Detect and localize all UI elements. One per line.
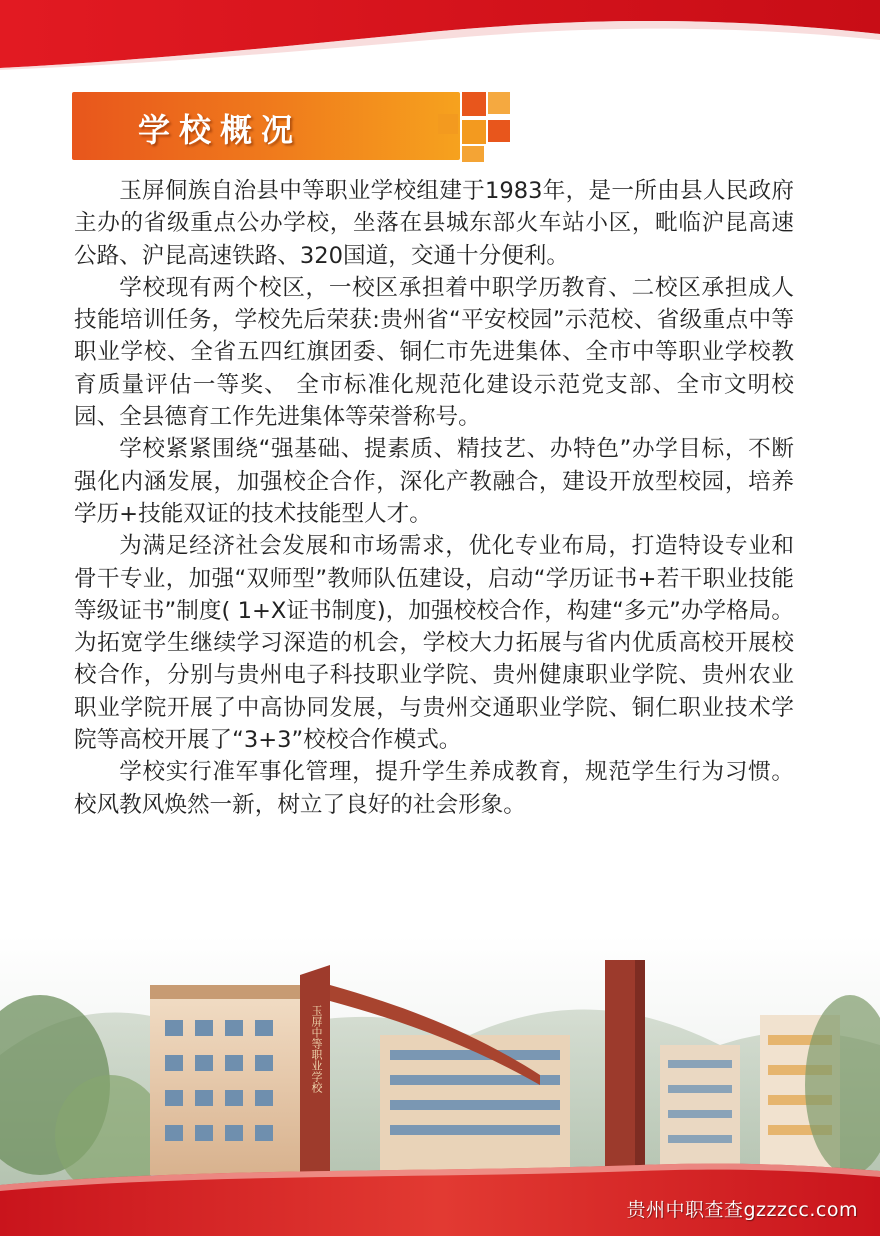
paragraph: 为满足经济社会发展和市场需求，优化专业布局，打造特设专业和骨干专业，加强“双师型”教师队伍建设，启动“学历证书+若干职业技能等级证书”制度( 1+X证书制度)，加强校校合作，构建“多元”办学格局。为拓宽学生继续学习深造的机会，学校大力拓展与省内优质高校开展校校合作，分别与贵州电子科技职业学院、贵州健康职业学院、贵州农业职业学院开展了中高协同发展，与贵州交通职业学院、铜仁职业技术学院等高校开展了“3+3”校校合作模式。 [74,533,794,754]
intro-body [74,175,794,821]
paragraph: 学校紧紧围绕“强基础、提素质、精技艺、办特色”办学目标，不断强化内涵发展，加强校企合作，深化产教融合，建设开放型校园，培养学历+技能双证的技术技能型人才。 [74,436,794,527]
paragraph: 学校实行准军事化管理，提升学生养成教育，规范学生行为习惯。校风教风焕然一新，树立了良好的社会形象。 [74,759,794,818]
watermark: 贵州中职查查gzzzcc.com [626,1199,858,1221]
section-title: 学校概况 [138,111,303,149]
top-red-band [0,0,880,70]
paragraph: 玉屏侗族自治县中等职业学校组建于1983年，是一所由县人民政府主办的省级重点公办学校，坐落在县城东部火车站小区，毗临沪昆高速公路、沪昆高速铁路、320国道，交通十分便利。 [74,178,794,269]
section-title-banner [72,92,460,160]
gate-sign: 玉屏中等职业学校 [310,1005,322,1093]
paragraph: 学校现有两个校区，一校区承担着中职学历教育、二校区承担成人技能培训任务，学校先后荣获:贵州省“平安校园”示范校、省级重点中等职业学校、全省五四红旗团委、铜仁市先进集体、全市中等职业学校教育质量评估一等奖、 全市标准化规范化建设示范党支部、全市文明校园、全县德育工作先进集体等荣誉称号。 [74,274,794,431]
campus-illustration [0,935,880,1236]
